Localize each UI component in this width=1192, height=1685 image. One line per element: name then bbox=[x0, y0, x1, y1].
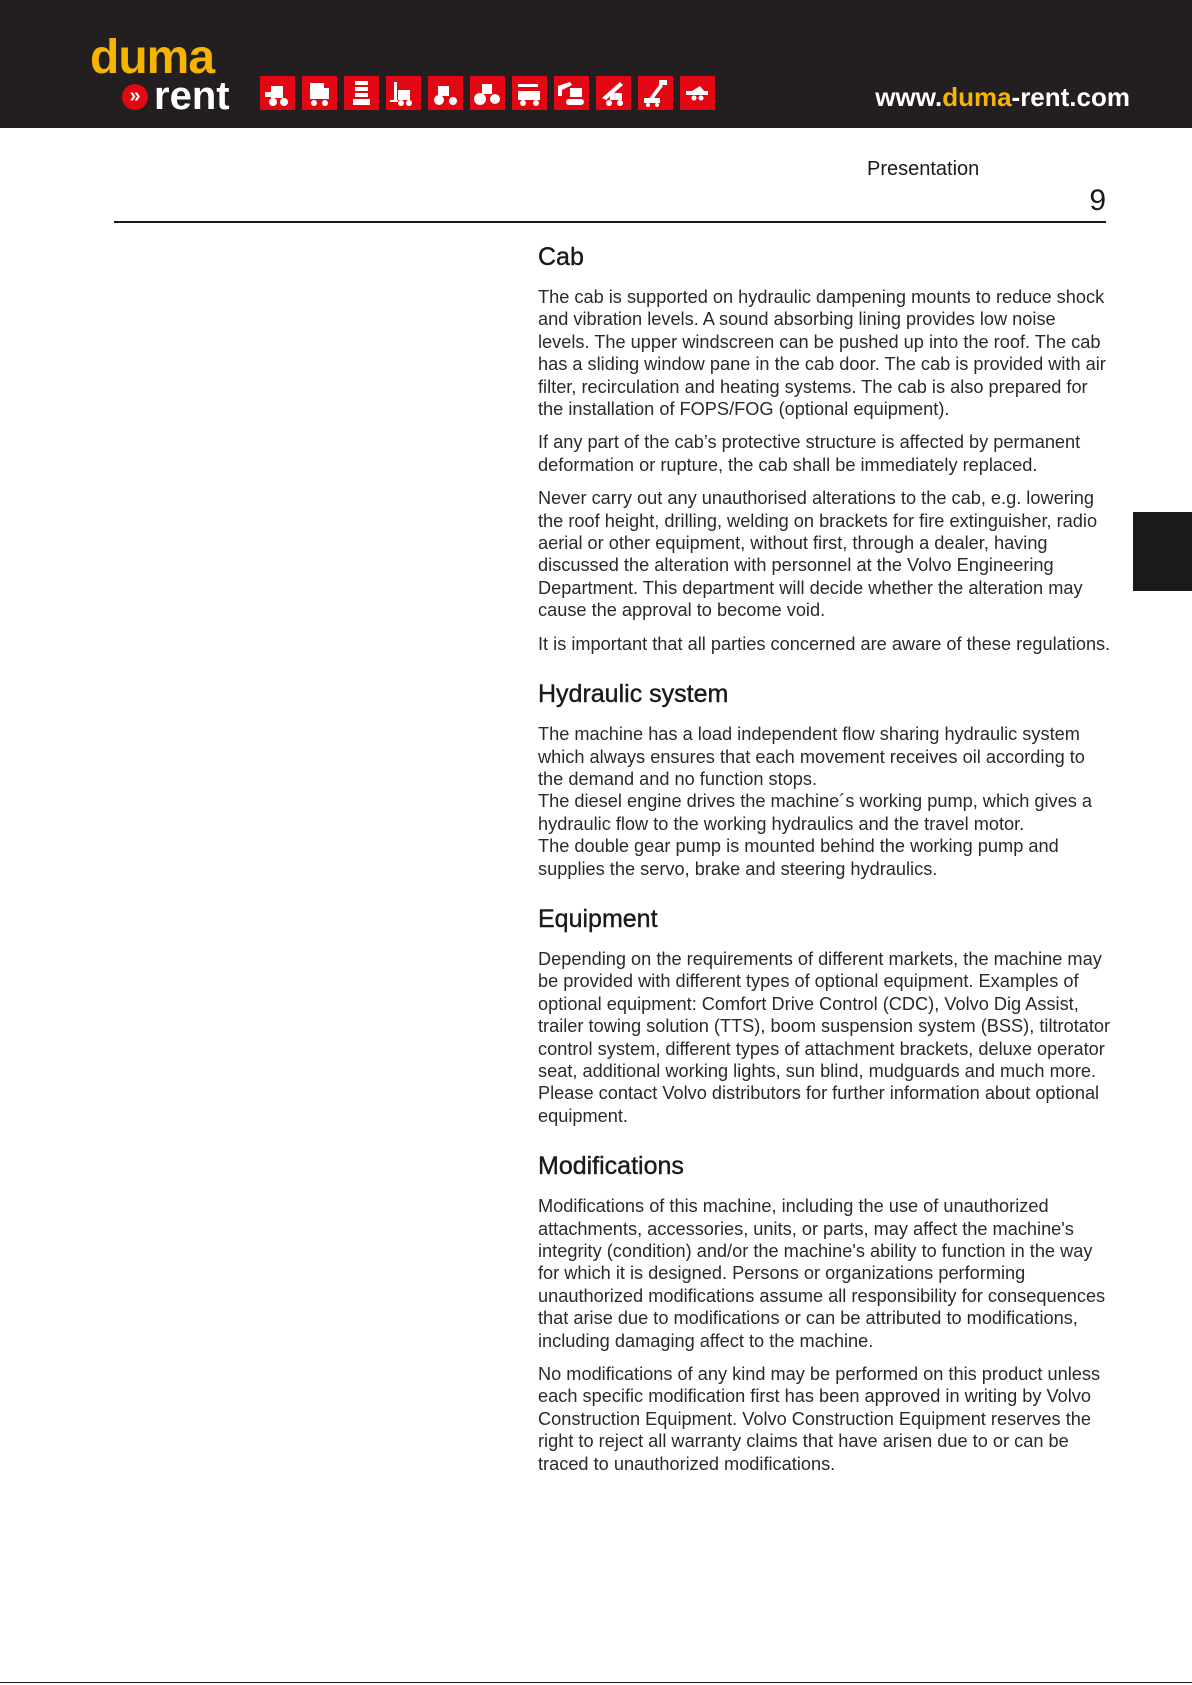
section-title: Equipment bbox=[538, 904, 658, 933]
footer-rule bbox=[0, 1682, 1192, 1683]
header-banner bbox=[0, 0, 1192, 128]
paragraph: No modifications of any kind may be performed on this product unless each specific modification first has been approved in writing by Volvo Construction Equipment. Volvo Construction Equipment reserves the right to reject all warranty claims that have arisen due to or can be traced to unauthorized modifications. bbox=[538, 1364, 1101, 1474]
page-number: 9 bbox=[1089, 184, 1106, 217]
logo-duma-text: duma bbox=[90, 31, 215, 84]
section-equipment bbox=[538, 902, 1112, 1127]
paragraph: The cab is supported on hydraulic dampening mounts to reduce shock and vibration levels. A sound absorbing lining provides low noise levels. The upper windscreen can be pushed up into the roof. The cab has a sliding window pane in the cab door. The cab is provided with air filter, recirculation and heating systems. The cab is also prepared for the installation of FOPS/FOG (optional equipment). bbox=[538, 287, 1106, 420]
section-title: Cab bbox=[538, 243, 584, 271]
equipment-icons bbox=[260, 76, 715, 110]
website-prefix: www. bbox=[875, 82, 943, 112]
logo-rent-text: rent bbox=[154, 74, 230, 118]
paragraph: The machine has a load independent flow sharing hydraulic system which always ensures that each movement receives oil according to the demand and no function stops. bbox=[538, 724, 1085, 789]
paragraph: The diesel engine drives the machine´s working pump, which gives a hydraulic flow to the working hydraulics and the travel motor. bbox=[538, 791, 1092, 834]
forklift-icon[interactable] bbox=[386, 76, 421, 110]
tractor-icon[interactable] bbox=[428, 76, 463, 110]
crane-truck-icon[interactable] bbox=[512, 76, 547, 110]
dumper-icon[interactable] bbox=[302, 76, 337, 110]
website-suffix: -rent.com bbox=[1011, 82, 1130, 112]
main-content bbox=[538, 240, 1112, 1497]
website-accent: duma bbox=[942, 82, 1012, 112]
section-cab bbox=[538, 240, 1112, 655]
section-hydraulic-system bbox=[538, 677, 1112, 880]
paragraph: If any part of the cab’s protective structure is affected by permanent deformation or rupture, the cab shall be immediately replaced. bbox=[538, 432, 1081, 475]
paragraph: Depending on the requirements of different markets, the machine may be provided with different types of optional equipment. Examples of optional equipment: Comfort Drive Control (CDC), Volvo Dig Assist, trailer towing solution (TTS), boom suspension system (BSS), tiltrotator control system, different types of attachment brackets, deluxe operator seat, additional working lights, sun blind, mudguards and much more. Please contact Volvo distributors for further information about optional equipment. bbox=[538, 948, 1111, 1126]
boom-lift-icon[interactable] bbox=[638, 76, 673, 110]
roller-icon[interactable] bbox=[470, 76, 505, 110]
paragraph: The double gear pump is mounted behind the working pump and supplies the servo, brake and steering hydraulics. bbox=[538, 836, 1059, 879]
header-rule bbox=[114, 221, 1106, 223]
logo-arrow-icon: » bbox=[122, 84, 148, 110]
duma-rent-logo[interactable] bbox=[90, 31, 240, 118]
loader-icon[interactable] bbox=[260, 76, 295, 110]
section-title: Modifications bbox=[538, 1152, 684, 1181]
website-link[interactable] bbox=[875, 82, 1130, 112]
paragraph: It is important that all parties concerned are aware of these regulations. bbox=[538, 633, 1111, 654]
section-modifications bbox=[538, 1149, 1112, 1475]
chapter-tab bbox=[1133, 512, 1192, 591]
compactor-icon[interactable] bbox=[344, 76, 379, 110]
paragraph: Modifications of this machine, including the use of unauthorized attachments, accessories, units, or parts, may affect the machine's integrity (condition) and/or the machine's ability to function in the way for which it is designed. Persons or organizations performing unauthorized modifications assume all responsibility for consequences that arise due to modifications or can be attributed to modifications, including damaging affect to the machine. bbox=[538, 1196, 1106, 1351]
telehandler-icon[interactable] bbox=[596, 76, 631, 110]
trailer-icon[interactable] bbox=[680, 76, 715, 110]
paragraph: Never carry out any unauthorised alterations to the cab, e.g. lowering the roof height, drilling, welding on brackets for fire extinguisher, radio aerial or other equipment, without first, through a dealer, having discussed the alteration with personnel at the Volvo Engineering Department. This department will decide whether the alteration may cause the approval to become void. bbox=[538, 488, 1098, 621]
excavator-icon[interactable] bbox=[554, 76, 589, 110]
section-title: Hydraulic system bbox=[538, 680, 729, 709]
section-label: Presentation bbox=[867, 158, 980, 180]
